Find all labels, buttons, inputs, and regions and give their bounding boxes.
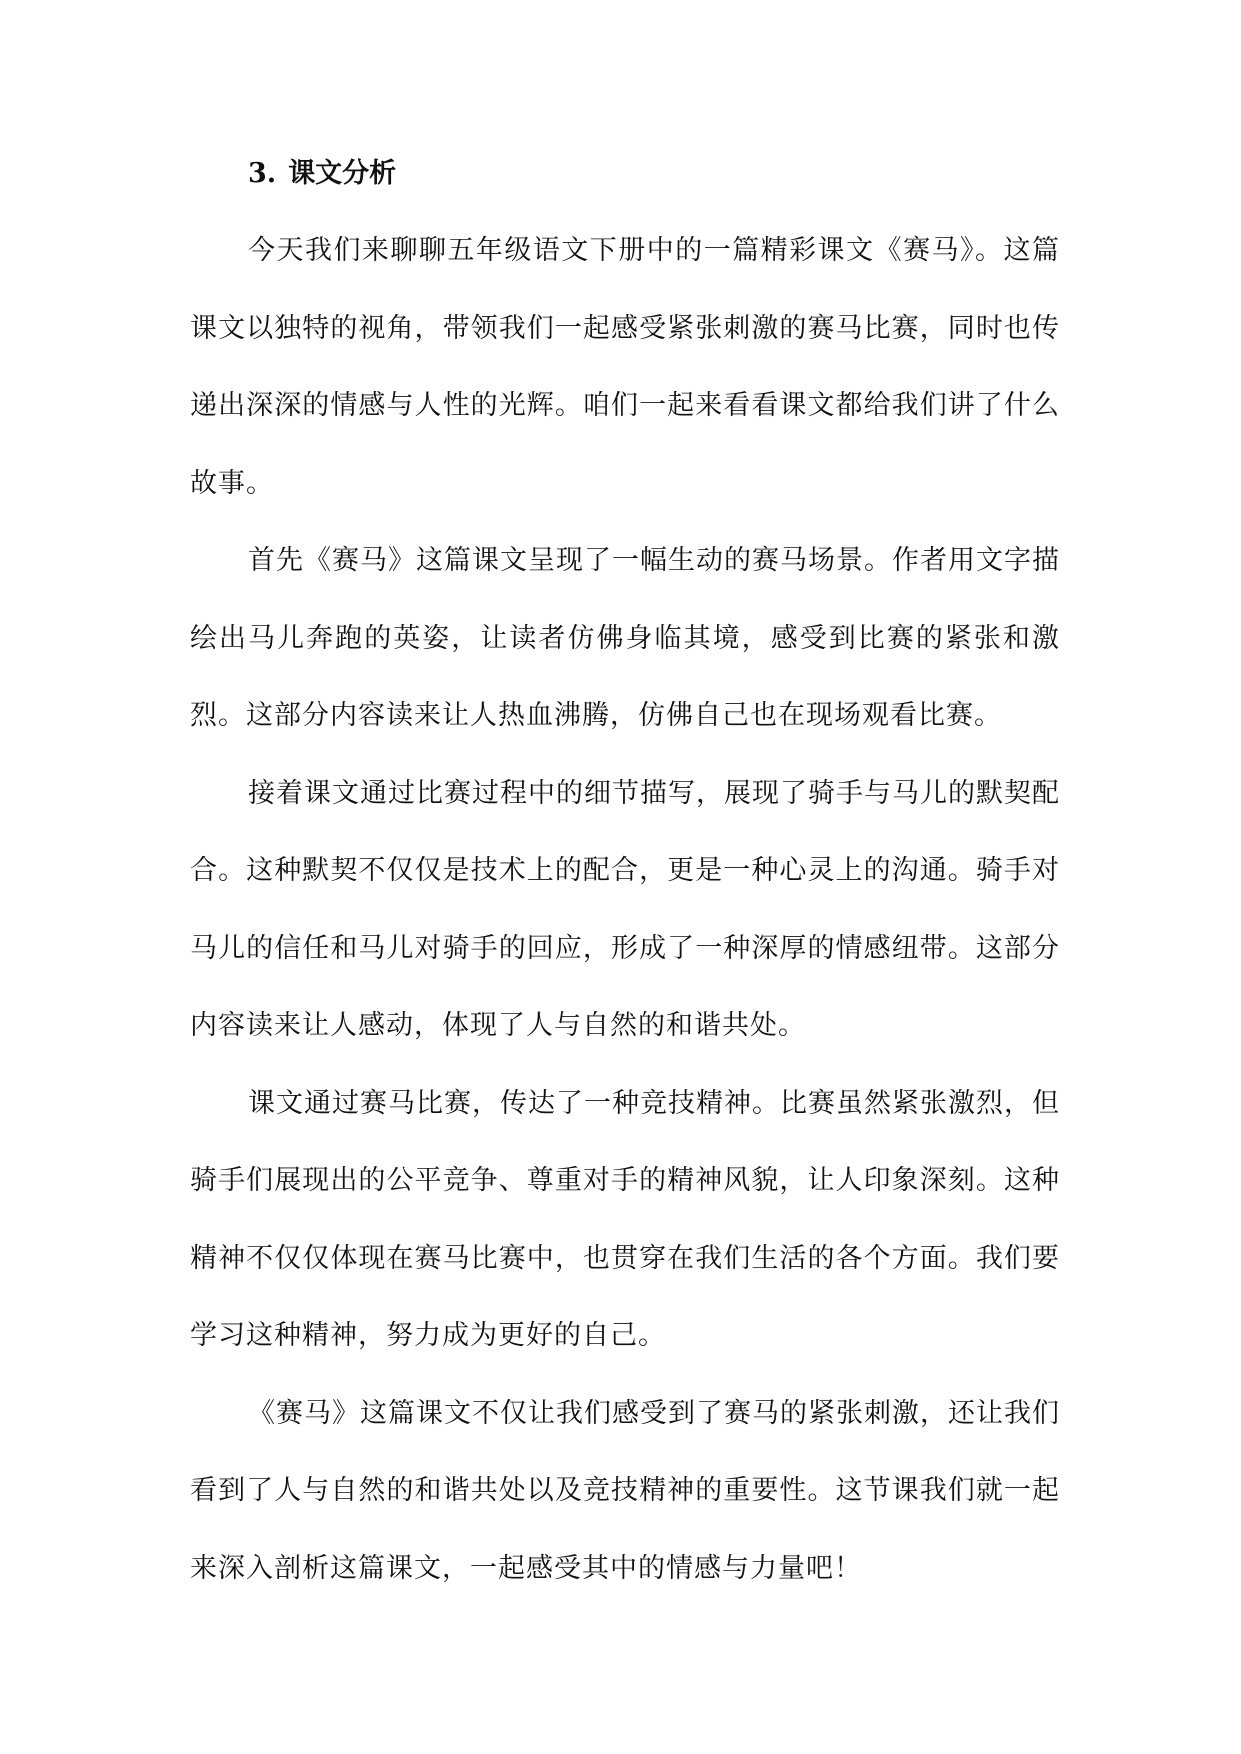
document-body — [190, 135, 1060, 1607]
section-title: 课文分析 — [288, 158, 397, 189]
section-number: 3. — [248, 158, 277, 189]
paragraph-spirit: 课文通过赛马比赛，传达了一种竞技精神。比赛虽然紧张激烈，但骑手们展现出的公平竞争、尊重对手的精神风貌，让人印象深刻。这种精神不仅仅体现在赛马比赛中，也贯穿在我们生活的各个方面。我们要学习这种精神，努力成为更好的自己。 — [190, 1087, 1060, 1351]
paragraph-teamwork: 接着课文通过比赛过程中的细节描写，展现了骑手与马儿的默契配合。这种默契不仅仅是技术上的配合，更是一种心灵上的沟通。骑手对马儿的信任和马儿对骑手的回应，形成了一种深厚的情感纽带。这部分内容读来让人感动，体现了人与自然的和谐共处。 — [190, 777, 1060, 1041]
paragraph-conclusion: 《赛马》这篇课文不仅让我们感受到了赛马的紧张刺激，还让我们看到了人与自然的和谐共处以及竞技精神的重要性。这节课我们就一起来深入剖析这篇课文，一起感受其中的情感与力量吧！ — [190, 1397, 1060, 1584]
paragraph-scene: 首先《赛马》这篇课文呈现了一幅生动的赛马场景。作者用文字描绘出马儿奔跑的英姿，让读者仿佛身临其境，感受到比赛的紧张和激烈。这部分内容读来让人热血沸腾，仿佛自己也在现场观看比赛。 — [190, 545, 1060, 731]
section-heading — [248, 135, 1060, 212]
paragraph-intro: 今天我们来聊聊五年级语文下册中的一篇精彩课文《赛马》。这篇课文以独特的视角，带领我们一起感受紧张刺激的赛马比赛，同时也传递出深深的情感与人性的光辉。咱们一起来看看课文都给我们讲了什么故事。 — [190, 235, 1060, 499]
